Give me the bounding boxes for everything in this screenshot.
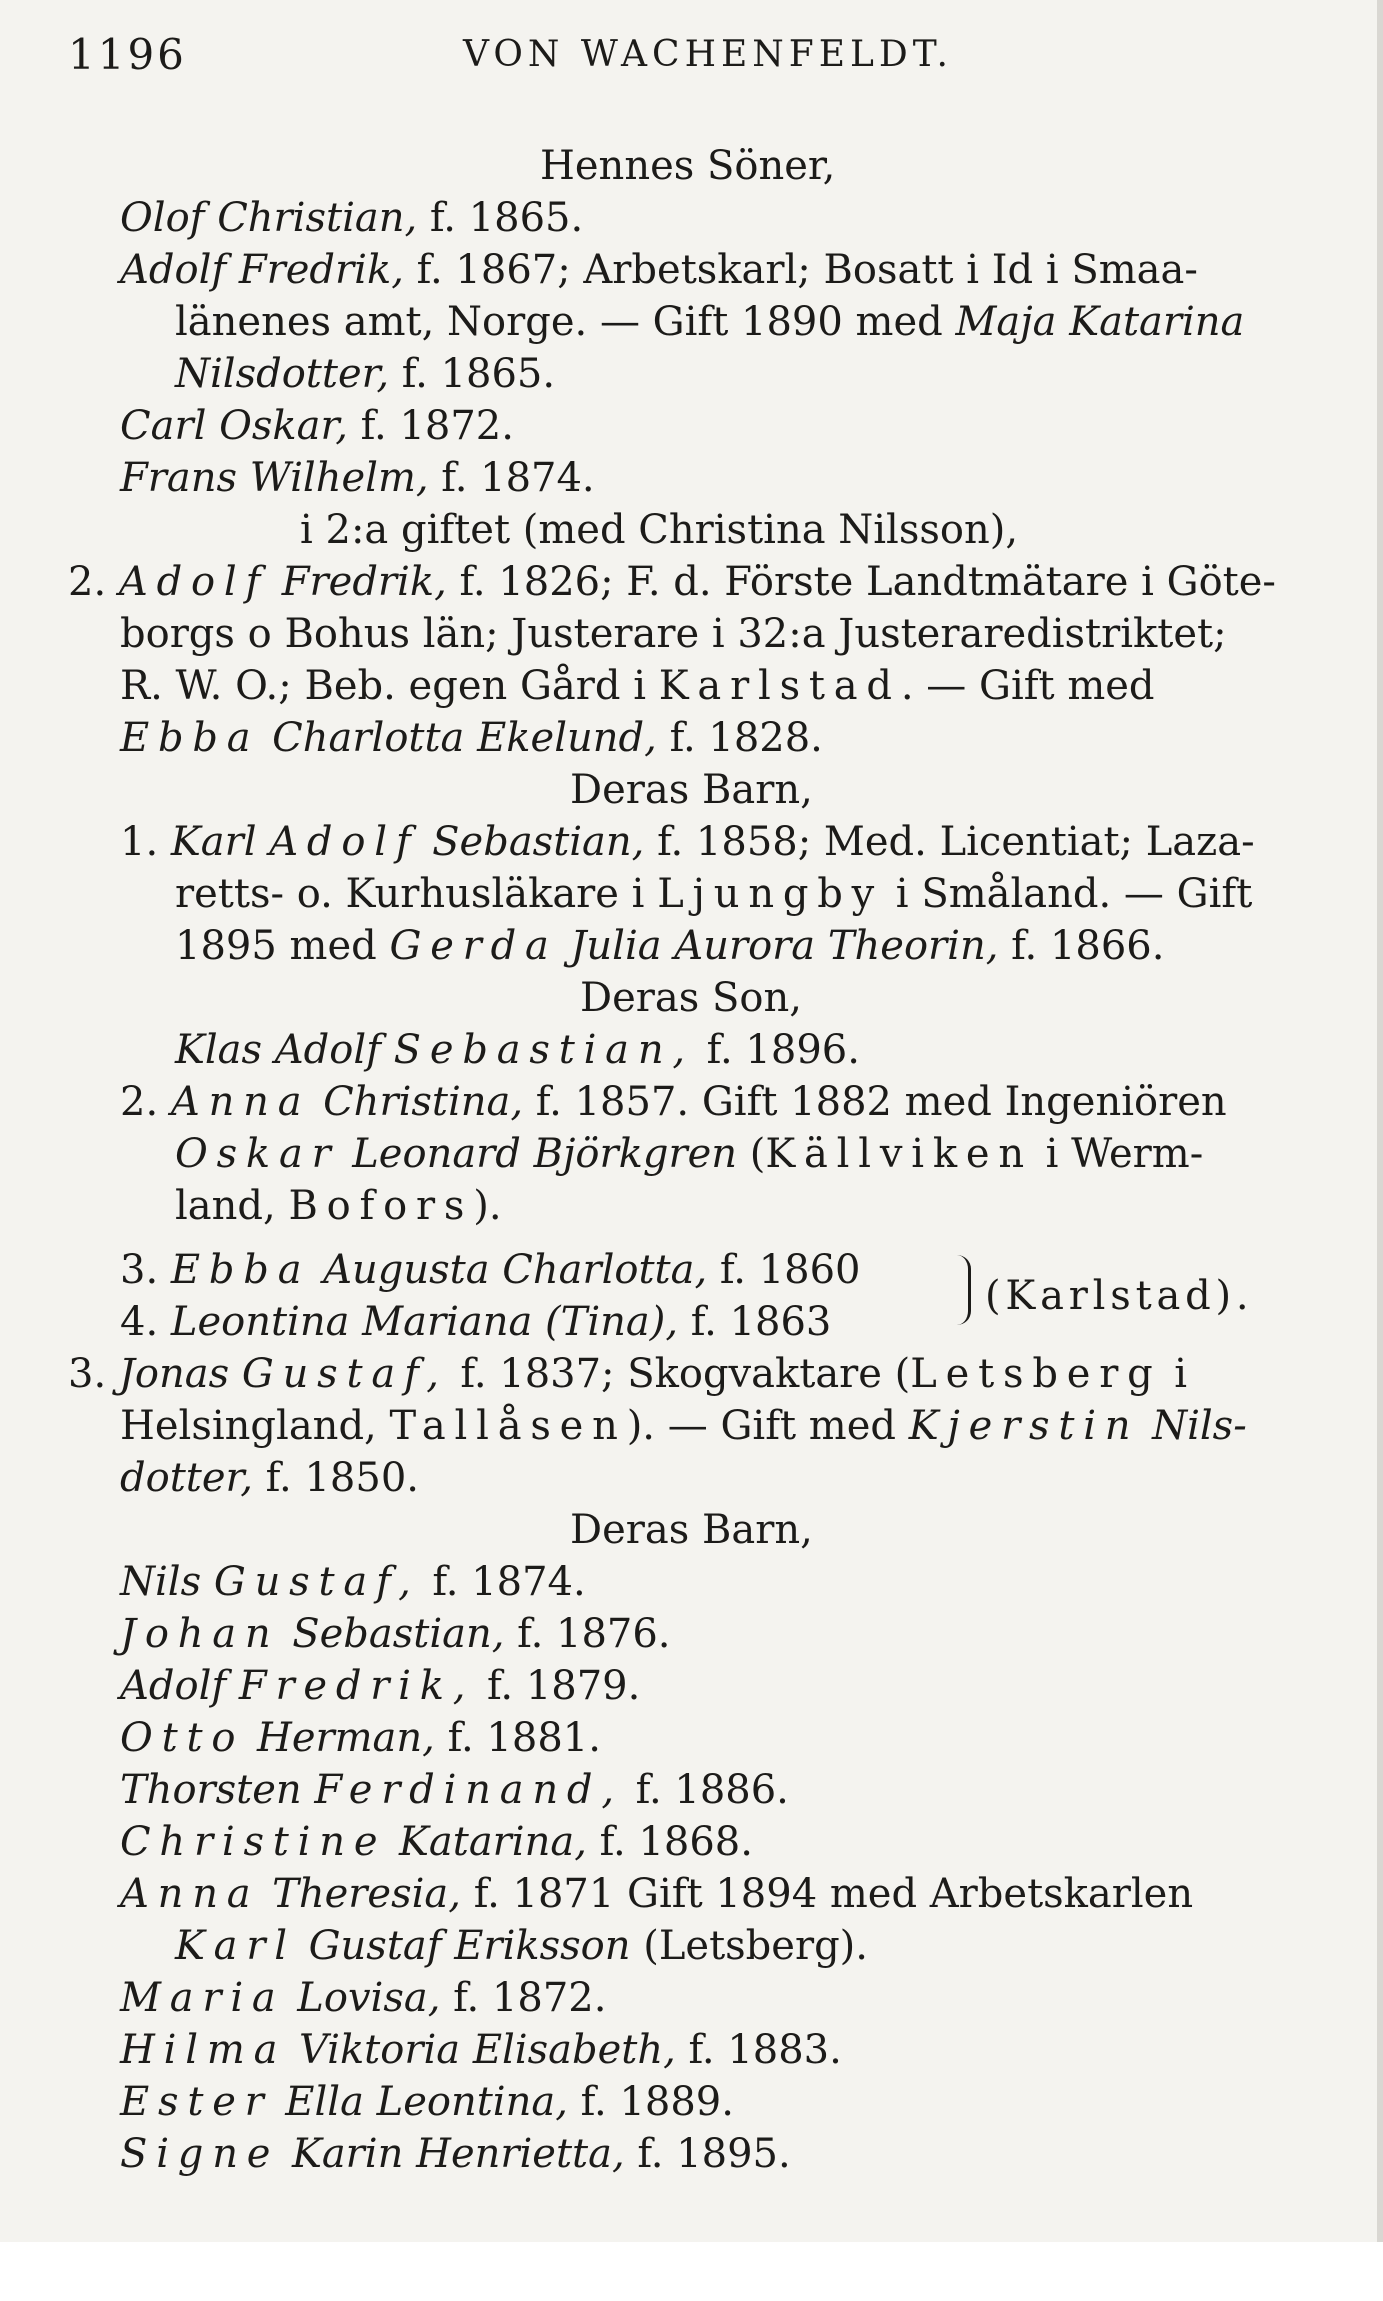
text-segment: f. 1866.	[998, 923, 1165, 969]
text-segment: Karl	[175, 1923, 296, 1969]
text-segment: Deras Barn,	[570, 1507, 813, 1553]
text-segment: Fredrik,	[238, 1663, 475, 1709]
text-segment: f. 1889.	[567, 2079, 734, 2125]
text-line	[175, 1128, 1383, 1180]
text-segment: ). — Gift med	[626, 1403, 909, 1449]
text-segment: Sebastian,	[419, 819, 645, 865]
text-line	[175, 1920, 1383, 1972]
text-line	[120, 1868, 1383, 1920]
text-segment: f. 1872.	[347, 403, 514, 449]
text-segment: retts- o. Kurhusläkare i	[175, 871, 658, 917]
text-segment: f. 1858; Med. Licentiat; Laza-	[644, 819, 1255, 865]
text-segment: Jonas	[118, 1351, 242, 1397]
text-line	[570, 764, 1383, 816]
text-segment: Deras Barn,	[570, 767, 813, 813]
text-line	[120, 192, 1383, 244]
text-segment: Christine	[120, 1819, 387, 1865]
text-segment: Frans Wilhelm,	[120, 455, 429, 501]
text-segment: Adolf	[120, 1663, 239, 1709]
text-segment: Ester	[120, 2079, 273, 2125]
text-segment: 3.	[68, 1351, 119, 1397]
text-line	[580, 972, 1383, 1024]
text-segment: Ebba	[170, 1247, 311, 1293]
text-line	[300, 504, 1383, 556]
text-segment: Sebastian,	[279, 1611, 505, 1657]
text-segment: Gerda	[389, 923, 558, 969]
text-line	[175, 868, 1383, 920]
text-segment: 1895 med	[175, 923, 390, 969]
text-line	[120, 1972, 1383, 2024]
text-segment: f. 1865.	[389, 351, 556, 397]
running-title: VON WACHENFELDT.	[463, 34, 953, 75]
text-segment: borgs o Bohus län; Justerare i 32:a Justeraredistriktet;	[120, 611, 1227, 657]
text-line	[175, 1024, 1383, 1076]
text-segment: f. 1886.	[622, 1767, 789, 1813]
text-line	[120, 712, 1383, 764]
text-segment: Helsingland,	[120, 1403, 390, 1449]
text-segment: Hilma	[120, 2027, 287, 2073]
text-segment: Herman,	[244, 1715, 435, 1761]
text-segment: Ferdinand,	[314, 1767, 623, 1813]
text-segment: Ella Leontina,	[272, 2079, 568, 2125]
text-line	[120, 2128, 1383, 2180]
text-line	[120, 1660, 1383, 1712]
page-number: 1196	[68, 30, 187, 79]
text-segment: dotter,	[120, 1455, 253, 1501]
text-segment: Klas Adolf	[175, 1027, 394, 1073]
text-segment: f. 1874.	[419, 1559, 586, 1605]
text-segment: Viktoria Elisabeth,	[286, 2027, 676, 2073]
text-line	[120, 1712, 1383, 1764]
text-segment: f. 1874.	[428, 455, 595, 501]
text-segment: f. 1837; Skogvaktare (	[447, 1351, 911, 1397]
text-segment: f. 1860	[707, 1247, 861, 1293]
text-segment: länenes amt, Norge. — Gift 1890 med	[175, 299, 956, 345]
text-segment: f. 1872.	[440, 1975, 607, 2021]
text-segment: Tallåsen	[389, 1403, 627, 1449]
text-segment: Deras Son,	[580, 975, 802, 1021]
text-segment: 1.	[120, 819, 171, 865]
text-line	[120, 660, 1383, 712]
text-segment: 2.	[120, 1079, 171, 1125]
text-segment: Anna	[120, 1871, 260, 1917]
text-segment: Christina,	[310, 1079, 524, 1125]
text-segment: f. 1826; F. d. Förste Landtmätare i Göte-	[446, 559, 1276, 605]
text-segment: f. 1863	[678, 1299, 832, 1345]
text-segment: Otto	[120, 1715, 245, 1761]
text-segment: Gustaf,	[213, 1559, 420, 1605]
text-line	[120, 1556, 1383, 1608]
text-segment: Johan	[120, 1611, 280, 1657]
text-segment: 3.	[120, 1247, 171, 1293]
text-segment: Nils	[120, 1559, 214, 1605]
page-header	[0, 30, 1383, 90]
text-segment: f. 1871 Gift 1894 med Arbetskarlen	[460, 1871, 1194, 1917]
text-segment: Nils-	[1139, 1403, 1247, 1449]
text-segment: f. 1881.	[434, 1715, 601, 1761]
text-line	[120, 244, 1383, 296]
text-segment: f. 1896.	[693, 1027, 860, 1073]
text-segment: (Letsberg).	[630, 1923, 868, 1969]
text-segment: Leontina Mariana (Tina),	[170, 1299, 679, 1345]
text-segment: Kjerstin	[908, 1403, 1140, 1449]
text-segment: i	[1161, 1351, 1188, 1397]
text-segment: Ebba	[120, 715, 260, 761]
text-line	[120, 608, 1383, 660]
text-line	[175, 348, 1383, 400]
text-segment: Bofors	[288, 1183, 474, 1229]
text-line	[120, 816, 1383, 868]
text-segment: f. 1850.	[252, 1455, 419, 1501]
text-segment: Karlstad	[658, 663, 901, 709]
text-segment: f. 1883.	[675, 2027, 842, 2073]
text-segment: Sebastian,	[393, 1027, 694, 1073]
text-line	[120, 1452, 1383, 1504]
text-segment: 2.	[68, 559, 119, 605]
text-segment: i Småland. — Gift	[883, 871, 1253, 917]
text-segment: Leonard Björkgren	[339, 1131, 738, 1177]
text-line	[120, 400, 1383, 452]
text-segment: Maria	[120, 1975, 285, 2021]
text-segment: Gustaf Eriksson	[295, 1923, 631, 1969]
text-segment: f. 1876.	[504, 1611, 671, 1657]
text-line	[120, 452, 1383, 504]
text-segment: Adolf	[269, 819, 420, 865]
text-segment: f. 1867; Arbetskarl; Bosatt i Id i Smaa-	[403, 247, 1198, 293]
text-line	[570, 1504, 1383, 1556]
text-segment: f. 1865.	[417, 195, 584, 241]
text-segment: Källviken	[765, 1131, 1033, 1177]
text-segment: Ljungby	[657, 871, 884, 917]
text-segment: Katarina,	[386, 1819, 587, 1865]
text-segment: f. 1895.	[624, 2131, 791, 2177]
curly-brace	[950, 1255, 971, 1325]
text-line	[68, 1348, 1383, 1400]
text-segment: . — Gift med	[900, 663, 1155, 709]
text-segment: (	[737, 1131, 766, 1177]
text-segment: Augusta Charlotta,	[310, 1247, 708, 1293]
text-line	[120, 1764, 1383, 1816]
text-line	[120, 1400, 1383, 1452]
text-segment: Adolf Fredrik,	[120, 247, 404, 293]
text-segment: Letsberg	[910, 1351, 1162, 1397]
text-segment: Gustaf,	[241, 1351, 448, 1397]
text-line	[120, 2076, 1383, 2128]
text-segment: Olof Christian,	[120, 195, 418, 241]
text-segment: i 2:a giftet (med Christina Nilsson),	[300, 507, 1019, 553]
text-segment: Thorsten	[120, 1767, 315, 1813]
text-line	[120, 2024, 1383, 2076]
text-segment: R. W. O.; Beb. egen Gård i	[120, 663, 659, 709]
text-segment: 4.	[120, 1299, 171, 1345]
text-segment: ).	[473, 1183, 502, 1229]
text-line	[120, 1076, 1383, 1128]
text-segment: Adolf	[118, 559, 270, 605]
text-line	[120, 1816, 1383, 1868]
text-segment: Signe	[120, 2131, 280, 2177]
page-bottom-margin	[0, 2242, 1383, 2301]
text-line	[120, 1608, 1383, 1660]
text-segment: Karl	[170, 819, 270, 865]
text-segment: Carl Oskar,	[120, 403, 348, 449]
text-segment: Fredrik,	[269, 559, 447, 605]
text-line	[68, 556, 1383, 608]
text-line	[540, 140, 1383, 192]
text-segment: i Werm-	[1032, 1131, 1204, 1177]
text-segment: Nilsdotter,	[175, 351, 390, 397]
text-segment: land,	[175, 1183, 289, 1229]
text-line	[175, 920, 1383, 972]
text-segment: Theresia,	[259, 1871, 461, 1917]
text-segment: Oskar	[175, 1131, 340, 1177]
text-line	[175, 1180, 1383, 1232]
text-segment: Julia Aurora Theorin,	[557, 923, 999, 969]
text-segment: Charlotta Ekelund,	[259, 715, 657, 761]
text-segment: Hennes Söner,	[540, 143, 836, 189]
text-segment: Maja Katarina	[955, 299, 1245, 345]
text-segment: Karin Henrietta,	[279, 2131, 625, 2177]
text-segment: f. 1868.	[586, 1819, 753, 1865]
brace-note: (Karlstad).	[985, 1273, 1254, 1319]
text-segment: f. 1879.	[474, 1663, 641, 1709]
text-segment: f. 1828.	[656, 715, 823, 761]
text-line	[175, 296, 1383, 348]
text-segment: Lovisa,	[284, 1975, 441, 2021]
text-segment: Anna	[170, 1079, 311, 1125]
text-segment: f. 1857. Gift 1882 med Ingeniören	[523, 1079, 1227, 1125]
